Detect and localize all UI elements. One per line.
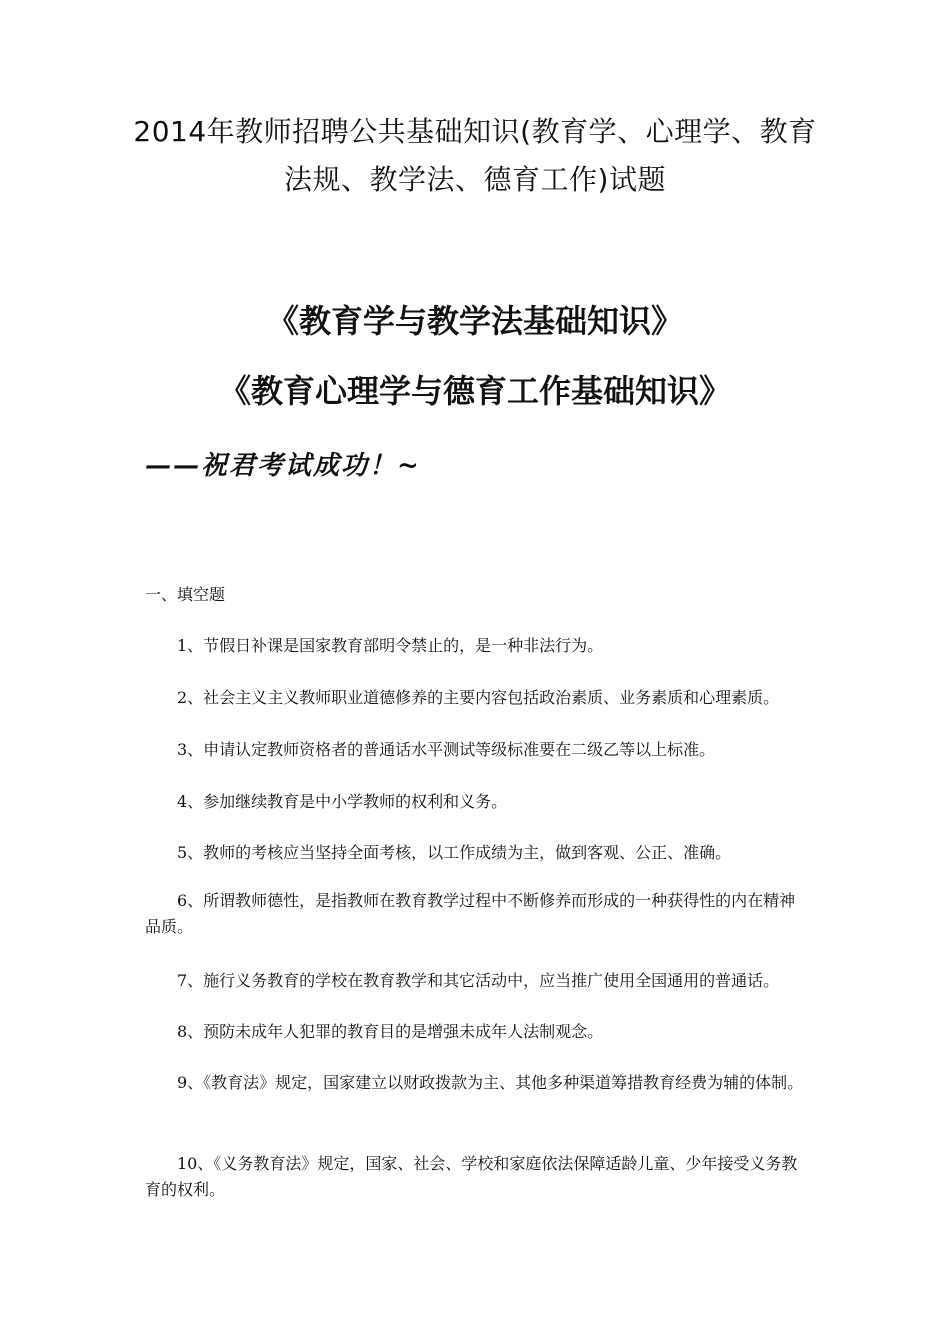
section-heading-fill-in: 一、填空题 <box>145 585 226 604</box>
question-item: 6、所谓教师德性，是指教师在教育教学过程中不断修养而形成的一种获得性的内在精神品质。 <box>145 891 796 936</box>
question-item: 4、参加继续教育是中小学教师的权利和义务。 <box>177 792 508 811</box>
question-item: 8、预防未成年人犯罪的教育目的是增强未成年人法制观念。 <box>177 1022 604 1041</box>
question-item: 1、节假日补课是国家教育部明令禁止的，是一种非法行为。 <box>177 636 604 655</box>
book-title-pedagogy: 《教育学与教学法基础知识》 <box>266 302 683 340</box>
question-item: 3、申请认定教师资格者的普通话水平测试等级标准要在二级乙等以上标准。 <box>177 740 716 759</box>
question-item: 2、社会主义主义教师职业道德修养的主要内容包括政治素质、业务素质和心理素质。 <box>177 688 780 707</box>
question-item: 10、《义务教育法》规定，国家、社会、学校和家庭依法保障适龄儿童、少年接受义务教育的权利。 <box>145 1154 798 1199</box>
book-title-psychology: 《教育心理学与德育工作基础知识》 <box>218 372 731 410</box>
document-title: 2014年教师招聘公共基础知识(教育学、心理学、教育法规、教学法、德育工作)试题 <box>133 115 817 196</box>
question-item: 7、施行义务教育的学校在教育教学和其它活动中，应当推广使用全国通用的普通话。 <box>177 971 780 990</box>
question-item: 9、《教育法》规定，国家建立以财政拨款为主、其他多种渠道筹措教育经费为辅的体制。 <box>177 1073 804 1092</box>
good-luck-message: ——祝君考试成功！~ <box>145 451 421 481</box>
question-item: 5、教师的考核应当坚持全面考核，以工作成绩为主，做到客观、公正、准确。 <box>177 843 732 862</box>
